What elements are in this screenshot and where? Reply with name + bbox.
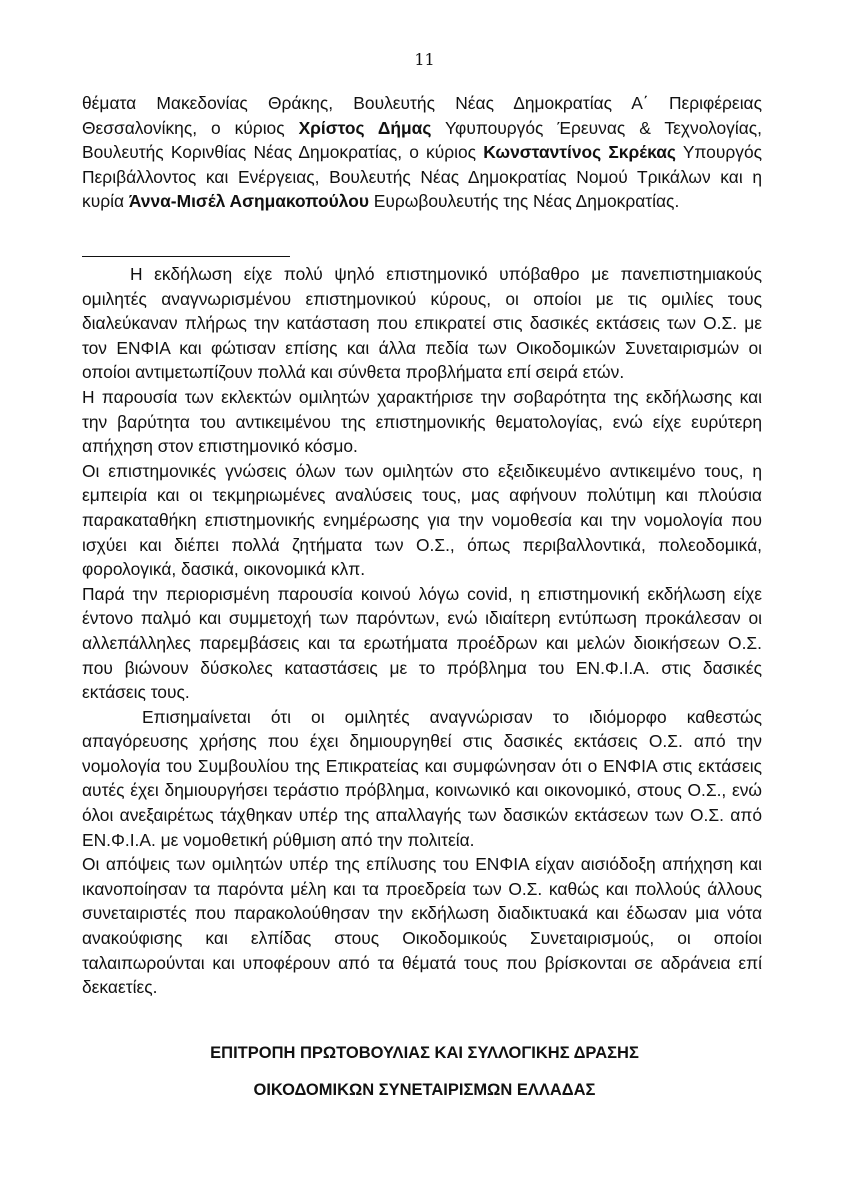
paragraph-scientific-knowledge: Οι επιστημονικές γνώσεις όλων των ομιλητών στο εξειδικευμένο αντικειμένο τους, η εμπειρία και οι τεκμηριωμένες αναλύσεις τους, μας αφήνουν πολύτιμη και πλούσια παρακαταθήκη επιστημονικής ενημέρωσης για την νομοθεσία και την νομολογία που ισχύει και διέπει πολλά ζητήματα των Ο.Σ., όπως περιβαλλοντικά, πολεοδομικά, φορολογικά, δασικά, οικονομικά κλπ. <box>82 460 762 580</box>
paragraph-speakers-recognition: Επισημαίνεται ότι οι ομιλητές αναγνώρισαν το ιδιόμορφο καθεστώς απαγόρευσης χρήσης που έχει δημιουργηθεί στις δασικές εκτάσεις Ο.Σ. από την νομολογία του Συμβουλίου της Επικρατείας και συμφώνησαν ότι ο ΕΝΦΙΑ στις εκτάσεις αυτές έχει δημιουργήσει τεράστιο πρόβλημα, κοινωνικό και οικονομικό, στους Ο.Σ., ενώ όλοι ανεξαιρέτως τάχθηκαν υπέρ της απαλλαγής των δασικών εκτάσεων των Ο.Σ. από ΕΝ.Φ.Ι.Α. με νομοθετική ρύθμιση από την πολιτεία. <box>82 706 762 850</box>
paragraph-scientific-background: Η εκδήλωση είχε πολύ ψηλό επιστημονικό υπόβαθρο με πανεπιστημιακούς ομιλητές αναγνωρισμένου επιστημονικού κύρους, οι οποίοι με τις ομιλίες τους διαλεύκαναν πλήρως την κατάσταση που επικρατεί στις δασικές εκτάσεις των Ο.Σ. με τον ΕΝΦΙΑ και φώτισαν επίσης και άλλα πεδία των Οικοδομικών Συνεταιρισμών οι οποίοι αντιμετωπίζουν πολλά και σύνθετα προβλήματα επί σειρά ετών. <box>82 264 762 383</box>
section-divider <box>82 256 290 257</box>
speaker-name-asimakopoulou: Άννα-Μισέλ Ασημακοπούλου <box>128 191 369 212</box>
intro-text-3: Υπουργός Περιβάλλοντος και Ενέργειας, Βουλευτής Νέας Δημοκρατίας Νομού Τρικάλων και η κυρία <box>82 142 762 212</box>
intro-paragraph <box>82 91 762 214</box>
intro-text-4: Ευρωβουλευτής της Νέας Δημοκρατίας. <box>368 191 680 212</box>
body-text <box>82 262 762 1000</box>
page-number: 11 <box>414 50 435 69</box>
paragraph-speakers-presence: Η παρουσία των εκλεκτών ομιλητών χαρακτήρισε την σοβαρότητα της εκδήλωσης και την βαρύτητα του αντικειμένου της επιστημονικής θεματολογίας, ενώ είχε ευρύτερη απήχηση στον επιστημονικό κόσμο. <box>82 386 762 457</box>
intro-text-2: Υφυπουργός Έρευνας & Τεχνολογίας, Βουλευτής Κορινθίας Νέας Δημοκρατίας, ο κύριος <box>82 117 762 163</box>
paragraph-covid-attendance: Παρά την περιορισμένη παρουσία κοινού λόγω covid, η επιστημονική εκδήλωση είχε έντονο παλμό και συμμετοχή των παρόντων, ενώ ιδιαίτερη εντύπωση προκάλεσαν οι αλλεπάλληλες παρεμβάσεις και τα ερωτήματα προέδρων και μελών διοικήσεων Ο.Σ. που βιώνουν δύσκολες καταστάσεις με το πρόβλημα του ΕΝ.Φ.Ι.Α. στις δασικές εκτάσεις τους. <box>82 583 762 703</box>
speaker-name-dimas: Χρίστος Δήμας <box>298 117 432 138</box>
signature-line-1: ΕΠΙΤΡΟΠΗ ΠΡΩΤΟΒΟΥΛΙΑΣ ΚΑΙ ΣΥΛΛΟΓΙΚΗΣ ΔΡΑΣΗΣ <box>210 1044 639 1062</box>
paragraph-speakers-views: Οι απόψεις των ομιλητών υπέρ της επίλυσης του ΕΝΦΙΑ είχαν αισιόδοξη απήχηση και ικανοποίησαν τα παρόντα μέλη και τα προεδρεία των Ο.Σ. καθώς και πολλούς άλλους συνεταιριστές που παρακολούθησαν την εκδήλωση διαδικτυακά και έδωσαν μια νότα ανακούφισης και ελπίδας στους Οικοδομικούς Συνεταιρισμούς, οι οποίοι ταλαιπωρούνται και υποφέρουν από τα θέματά τους που βρίσκονται σε αδράνεια επί δεκαετίες. <box>82 854 762 998</box>
speaker-name-skrekas: Κωνσταντίνος Σκρέκας <box>483 142 676 163</box>
intro-text-1: θέματα Μακεδονίας Θράκης, Βουλευτής Νέας Δημοκρατίας Α΄ Περιφέρειας Θεσσαλονίκης, ο κύριος <box>82 93 762 138</box>
signature-line-2: ΟΙΚΟΔΟΜΙΚΩΝ ΣΥΝΕΤΑΙΡΙΣΜΩΝ ΕΛΛΑΔΑΣ <box>253 1081 596 1099</box>
